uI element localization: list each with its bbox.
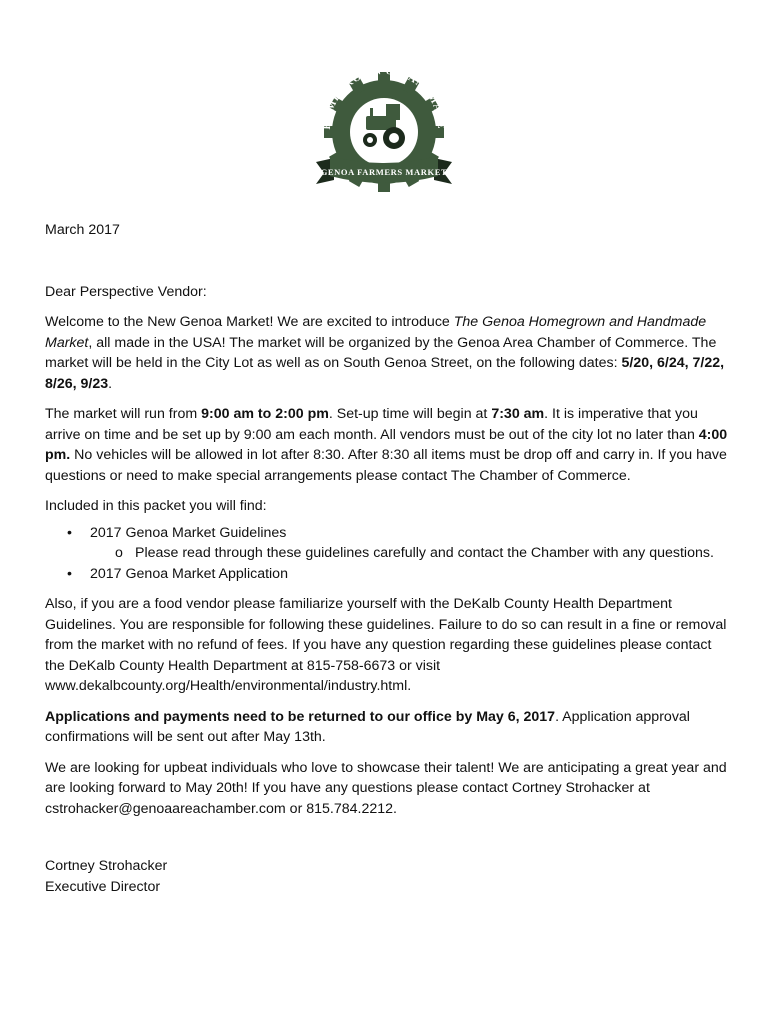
- sub-list: [90, 543, 735, 564]
- bullet-icon: •: [67, 524, 72, 541]
- market-name: The Genoa Homegrown and Handmade Market: [45, 314, 707, 351]
- list-item: • 2017 Genoa Market Application: [45, 564, 735, 585]
- deadline-paragraph: Applications and payments need to be returned to our office by May 6, 2017. Application approval confirmations will be sent out after May 13th.: [45, 708, 690, 745]
- out-time: 4:00 pm.: [45, 426, 728, 463]
- bullet-icon: •: [67, 565, 72, 582]
- intro-paragraph: Welcome to the New Genoa Market! We are excited to introduce The Genoa Homegrown and Handmade Market, all made in the USA! The market will be organized by the Genoa Area Chamber of Commerce. The market will be held in the City Lot as well as on South Genoa Street, on the following dates: 5/20, 6/24, 7/22, 8/26, 9/23.: [45, 314, 725, 392]
- market-dates: 5/20, 6/24, 7/22, 8/26, 9/23: [45, 355, 725, 392]
- market-hours: 9:00 am to 2:00 pm: [201, 406, 329, 422]
- packet-list: [45, 523, 735, 585]
- signature-block: [45, 856, 167, 897]
- letter-body: [45, 312, 735, 829]
- genoa-market-logo: [308, 58, 460, 198]
- closing-paragraph: We are looking for upbeat individuals who love to showcase their talent! We are anticipating a great year and are looking forward to May 20th! If you have any questions please contact Cortney Strohacker at cstrohacker@genoaareachamber.com or 815.784.2212.: [45, 759, 727, 817]
- list-item: o Please read through these guidelines carefully and contact the Chamber with any questions.: [90, 543, 735, 564]
- signer-title: Executive Director: [45, 878, 161, 895]
- setup-time: 7:30 am: [491, 406, 545, 422]
- signer-name: Cortney Strohacker: [45, 858, 168, 874]
- letter-date: March 2017: [45, 222, 120, 238]
- hours-paragraph: The market will run from 9:00 am to 2:00 pm. Set-up time will begin at 7:30 am. It is imperative that you arrive on time and be set up by 9:00 am each month. All vendors must be out of the city lot no later than 4:00 pm. No vehicles will be allowed in lot after 8:30. After 8:30 all items must be drop off and carry in. If you have questions or need to make special arrangements please contact The Chamber of Commerce.: [45, 406, 728, 484]
- letter-salutation: Dear Perspective Vendor:: [45, 284, 207, 300]
- logo-arc-text: HOMEGROWN & HANDMADE: [321, 65, 447, 130]
- list-item: • 2017 Genoa Market Guidelines o Please read through these guidelines carefully and contact the Chamber with any questions.: [45, 523, 735, 564]
- circle-bullet-icon: o: [115, 545, 123, 561]
- deadline-text: Applications and payments need to be returned to our office by May 6, 2017: [45, 708, 556, 725]
- food-vendor-paragraph: Also, if you are a food vendor please familiarize yourself with the DeKalb County Health Department Guidelines. You are responsible for following these guidelines. Failure to do so can result in a fine or removal from the market with no refund of fees. If you have any question regarding these guidelines please contact the DeKalb County Health Department at 815-758-6673 or visit www.dekalbcounty.org/Health/environmental/industry.html.: [45, 596, 727, 694]
- logo-banner-text: GENOA FARMERS MARKET: [320, 167, 448, 177]
- packet-intro: Included in this packet you will find:: [45, 498, 267, 514]
